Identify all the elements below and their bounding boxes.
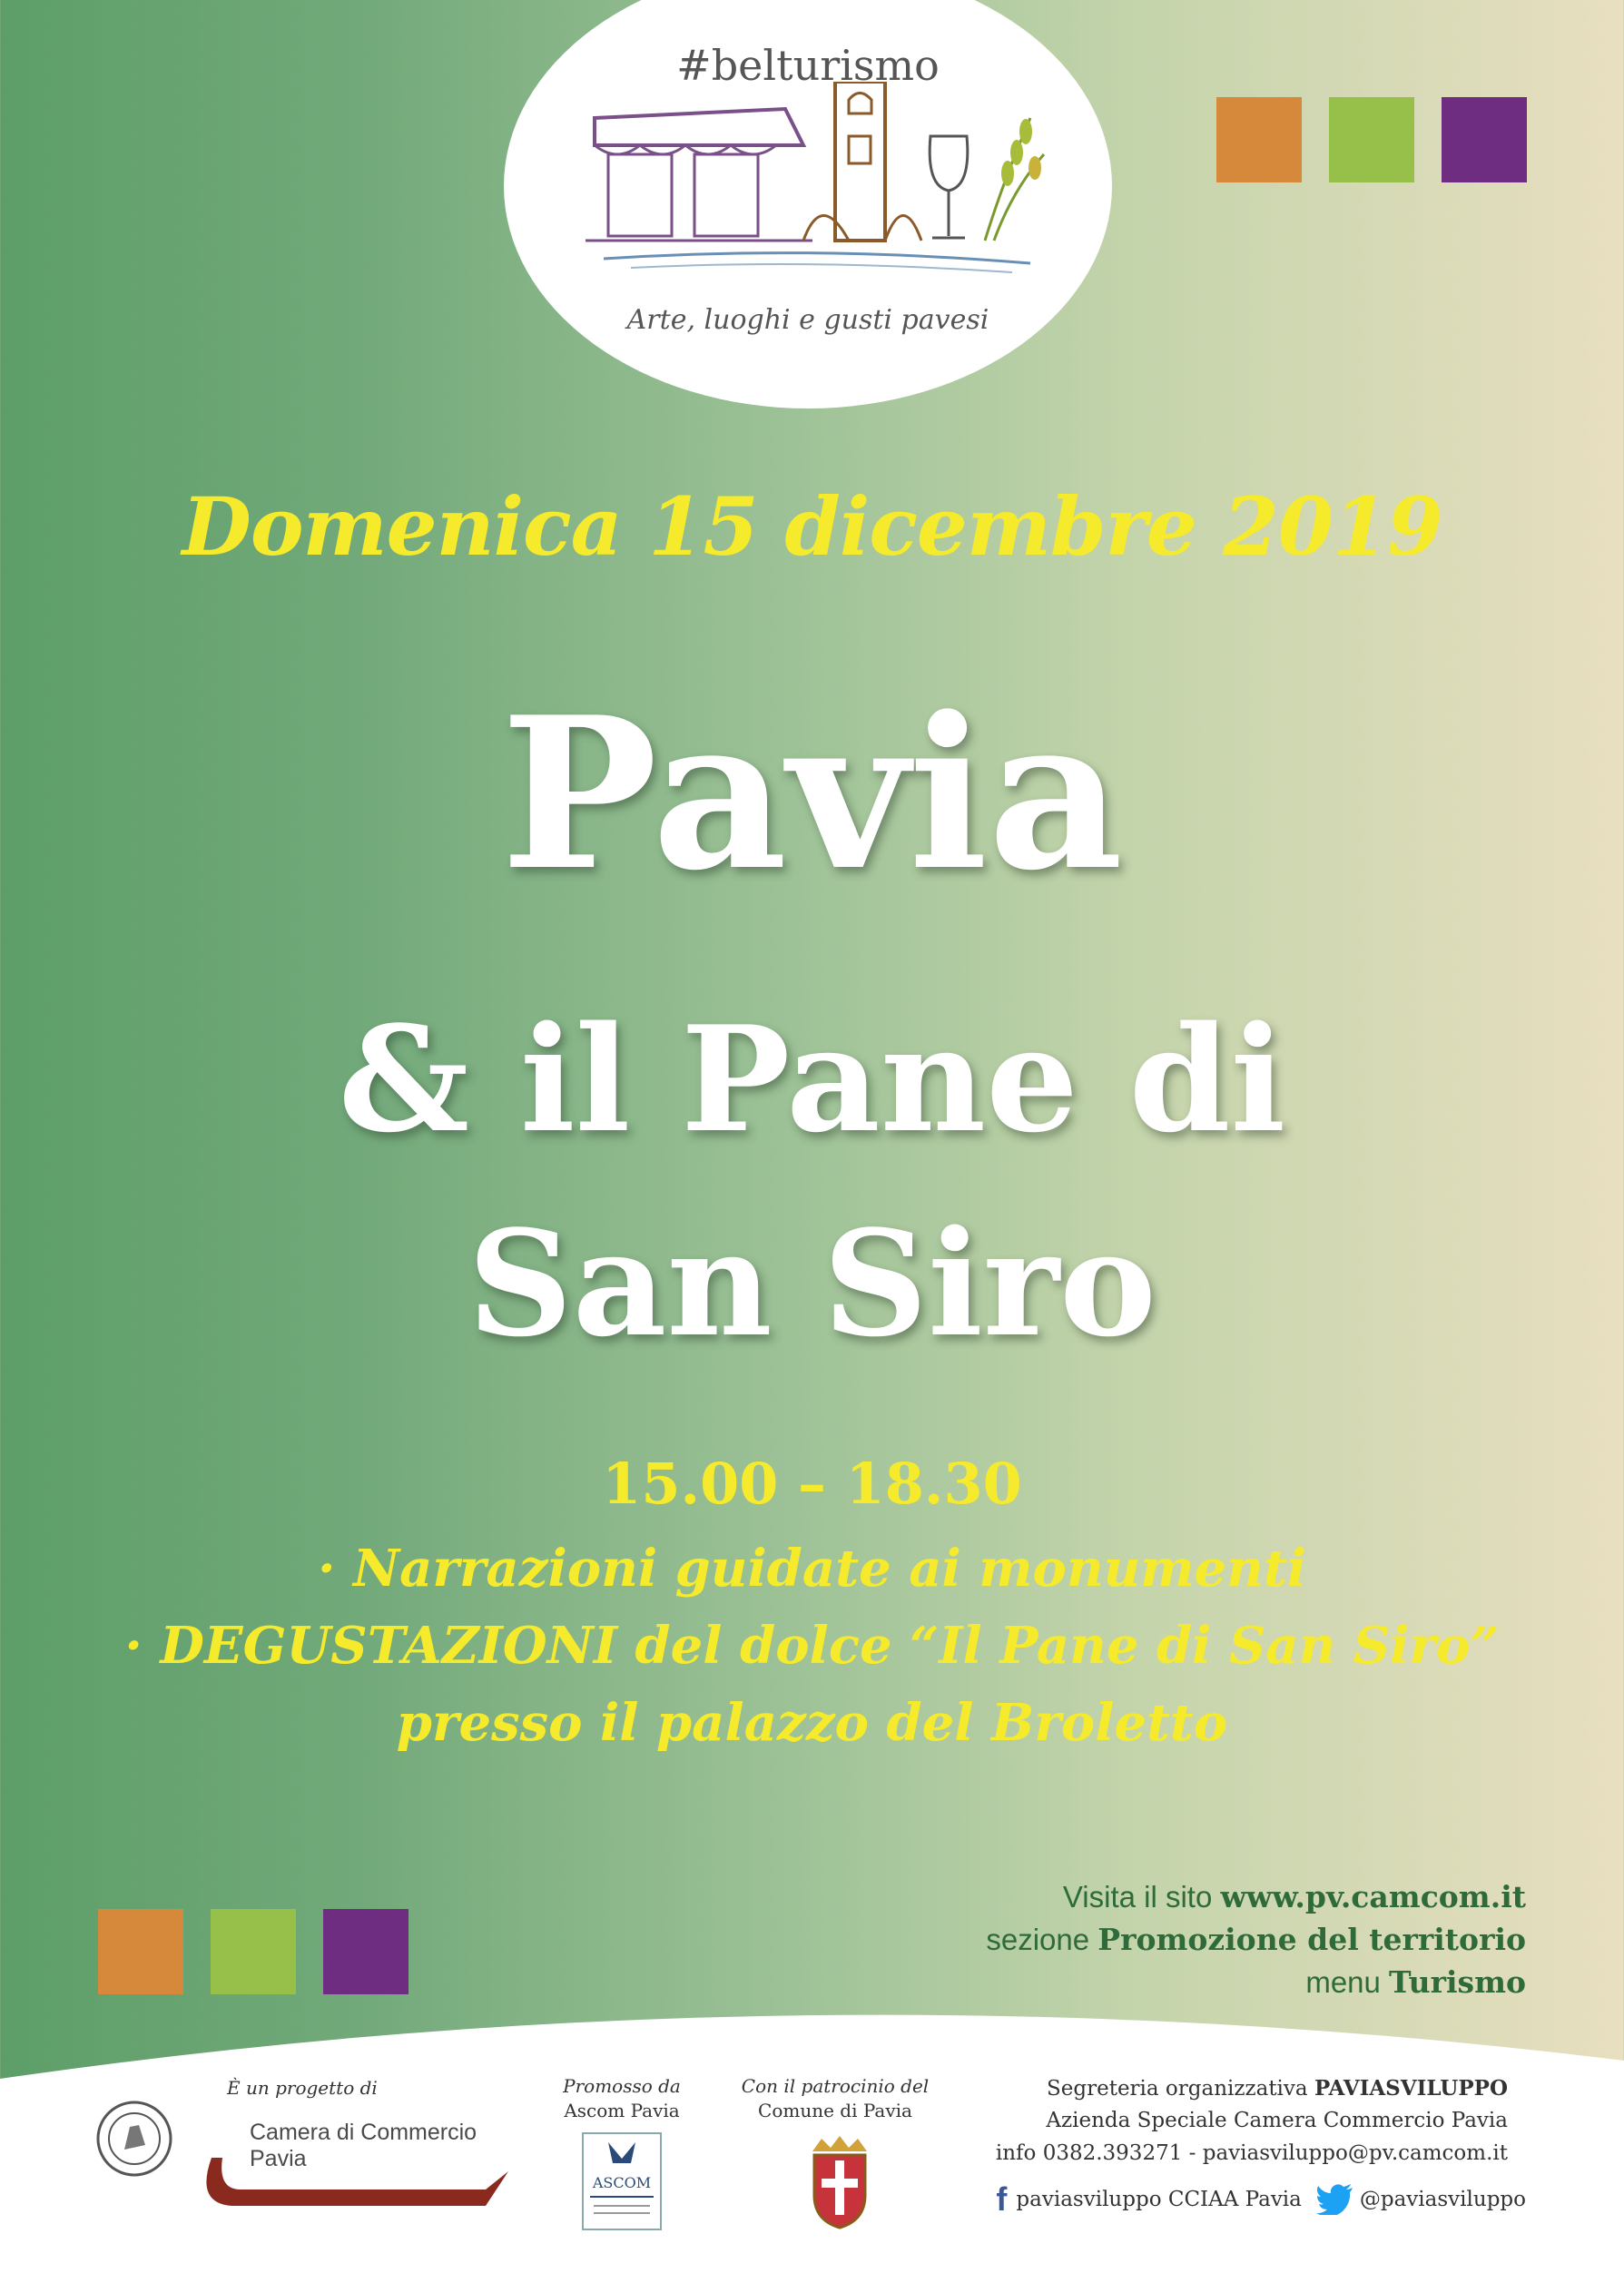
- promoted-by: Ascom Pavia: [564, 2100, 680, 2121]
- purple-square: [1442, 97, 1527, 182]
- menu-name: Turismo: [1389, 1964, 1526, 2000]
- visit-prefix: sezione: [986, 1923, 1098, 1956]
- program-item: · Narrazioni guidate ai monumenti: [317, 1539, 1307, 1599]
- green-square: [1329, 97, 1414, 182]
- event-time: 15.00 – 18.30: [602, 1451, 1022, 1517]
- title-line-2: & il Pane di: [338, 994, 1286, 1165]
- secretary-name: PAVIASVILUPPO: [1314, 2076, 1508, 2101]
- twitter-icon[interactable]: [1316, 2184, 1354, 2215]
- visit-prefix: menu: [1305, 1965, 1390, 1999]
- pavia-crest-icon: [803, 2131, 876, 2231]
- visit-prefix: Visita il sito: [1062, 1880, 1221, 1914]
- camera-seal-icon: [95, 2100, 173, 2178]
- website-link[interactable]: www.pv.camcom.it: [1220, 1879, 1526, 1914]
- camera-swoosh-icon: [195, 2153, 508, 2215]
- camera-name-line: Camera di Commercio: [250, 2120, 477, 2145]
- logo-drawing: [576, 82, 1048, 281]
- section-name: Promozione del territorio: [1097, 1922, 1526, 1957]
- promoted-label: Promosso da: [563, 2075, 681, 2097]
- twitter-handle[interactable]: @paviasviluppo: [1359, 2188, 1526, 2211]
- agency-line: Azienda Speciale Camera Commercio Pavia: [1046, 2109, 1508, 2132]
- project-label: È un progetto di: [227, 2077, 378, 2099]
- social-line: [992, 2180, 1526, 2218]
- visit-line: [1063, 1879, 1526, 1914]
- facebook-icon[interactable]: f: [996, 2180, 1008, 2218]
- ascom-logo-icon: [581, 2131, 663, 2231]
- secretary-line: [1047, 2076, 1508, 2101]
- title-line-1: Pavia: [500, 672, 1124, 917]
- facebook-handle[interactable]: paviasviluppo CCIAA Pavia: [1016, 2188, 1302, 2211]
- program-item: · DEGUSTAZIONI del dolce “Il Pane di San Siro”: [124, 1616, 1500, 1676]
- orange-square: [1216, 97, 1302, 182]
- patronage-label: Con il patrocinio del: [741, 2075, 930, 2097]
- visit-line: [986, 1922, 1526, 1957]
- program-item: presso il palazzo del Broletto: [396, 1693, 1228, 1753]
- logo-tagline: Arte, luoghi e gusti pavesi: [626, 304, 989, 336]
- contact-line[interactable]: info 0382.393271 - paviasviluppo@pv.camcom.it: [995, 2141, 1508, 2165]
- ascom-logo-text: ASCOM: [592, 2174, 652, 2191]
- logo-hashtag: #belturismo: [676, 41, 940, 90]
- patronage-by: Comune di Pavia: [758, 2100, 912, 2121]
- belturismo-logo: [504, 0, 1112, 408]
- title-line-3: San Siro: [468, 1198, 1156, 1369]
- secretary-prefix: Segreteria organizzativa: [1047, 2077, 1314, 2101]
- camera-name-line: Pavia: [250, 2146, 307, 2171]
- event-date: Domenica 15 dicembre 2019: [182, 479, 1442, 574]
